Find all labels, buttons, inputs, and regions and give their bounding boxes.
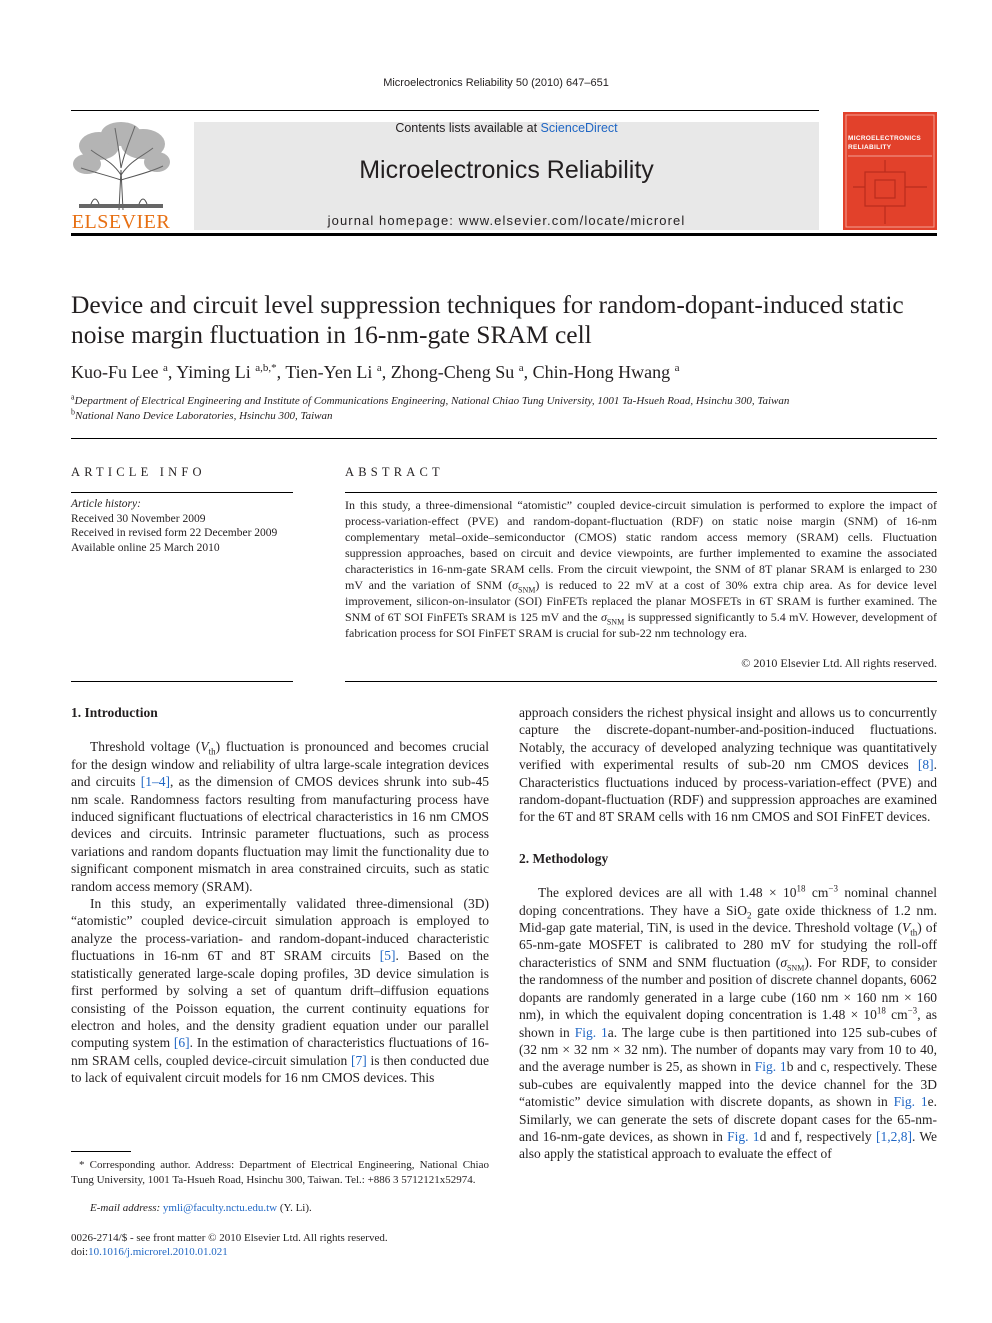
- affiliation-rule: [71, 438, 937, 439]
- header-top-rule: [71, 110, 819, 111]
- left-column: [71, 704, 489, 1087]
- elsevier-wordmark: ELSEVIER: [71, 211, 171, 233]
- online-date: Available online 25 March 2010: [71, 541, 220, 554]
- article-title: Device and circuit level suppression techniques for random-dopant-induced static noise margin fluctuation in 16-nm-gate SRAM cell: [71, 290, 904, 349]
- author: Chin-Hong Hwang $^a$: [532, 362, 680, 382]
- contents-prefix: Contents lists available at: [395, 121, 541, 135]
- history-label: Article history:: [71, 498, 141, 510]
- author: Kuo-Fu Lee $^a$,: [71, 362, 177, 382]
- abstract-text: In this study, a three-dimensional “atomistic” coupled device-circuit simulation is performed to explore the impact of process-variation-effect (PVE) and random-dopant-fluctuation (RDF) on static noise margin (SNM) of 16-nm complementary metal–oxide–semiconductor (CMOS) static random access memory (SRAM) cells. Fluctuation suppression approaches, based on circuit and device viewpoints, are further implemented to examine the associated characteristics in 16-nm-gate SRAM cells. From the circuit viewpoint, the SNM of 8T planar SRAM is enlarged to 230 mV and the variation of SNM $(\sigma_{SNM})$ is reduced to 22 mV at a cost of 30% extra chip area. As for device level improvement, silicon-on-insulator (SOI) FinFETs replaced the planar MOSFETs in 6T SRAM is further examined. The SNM of 6T SOI FinFETs SRAM is 125 mV and the $\sigma_{SNM}$ is suppressed significantly to 5.4 mV. However, development of fabrication process for SOI FinFET SRAM is crucial for sub-22 nm technology era.: [345, 498, 937, 640]
- abstract-copyright: © 2010 Elsevier Ltd. All rights reserved.: [741, 656, 937, 670]
- figure-link[interactable]: Fig. 1: [574, 1024, 608, 1040]
- article-info-rule: [71, 492, 293, 493]
- intro-paragraph-3: approach considers the richest physical insight and allows us to concurrently capture the discrete-dopant-number-and-position-induced fluctuations. Notably, the accuracy of developed analyzing technique was quantitatively verified with experimental results of sub-20 nm CMOS devices [8]. Characteristics fluctuations induced by process-variation-effect (PVE) and random-dopant-fluctuation (RDF) and suppression approaches are examined for the 6T and 8T SRAM cells with 16 nm CMOS and SOI FinFET devices.: [519, 705, 937, 825]
- doi-line: doi:10.1016/j.microrel.2010.01.021: [71, 1246, 228, 1258]
- journal-citation: Microelectronics Reliability 50 (2010) 647–651: [383, 77, 609, 89]
- doi-link[interactable]: 10.1016/j.microrel.2010.01.021: [88, 1246, 228, 1258]
- ref-link[interactable]: [7]: [351, 1052, 367, 1068]
- issn-line: 0026-2714/$ - see front matter © 2010 Elsevier Ltd. All rights reserved.: [71, 1232, 388, 1244]
- author: Zhong-Cheng Su $^a$,: [390, 362, 533, 382]
- footnote-rule: [71, 1151, 131, 1152]
- affiliation-b: $^b$National Nano Device Laboratories, Hsinchu 300, Taiwan: [71, 407, 333, 422]
- author: Tien-Yen Li $^a$,: [285, 362, 391, 382]
- revised-date: Received in revised form 22 December 2009: [71, 527, 278, 539]
- journal-title: Microelectronics Reliability: [359, 156, 654, 184]
- info-bottom-rule: [71, 681, 293, 682]
- ref-link[interactable]: [5]: [379, 948, 396, 964]
- ref-link[interactable]: [1–4]: [140, 774, 170, 790]
- intro-paragraph-1: Threshold voltage $(V_{th})$ fluctuation is pronounced and becomes crucial for the design window and reliability of ultra large-scale integration devices and circuits [1–4], as the dimension of CMOS devices shrunk into sub-45 nm scale. Randomness factors resulting from manufacturing process have induced significant fluctuations of electrical characteristics in 16 nm CMOS devices and circuits. Intrinsic parameter fluctuations, such as process variations and random dopants fluctuation may limit the functionality due to significant component mismatch in area constrained circuits, such as static random access memory (SRAM).: [71, 739, 489, 894]
- contents-available: [194, 121, 819, 135]
- corresponding-author-note: * Corresponding author. Address: Department of Electrical Engineering, National Chiao Tung University, 1001 Ta-Hsueh Road, Hsinchu 300, Taiwan. Tel.: +886 3 5712121x52974.: [71, 1159, 489, 1186]
- methodology-paragraph: The explored devices are all with $1.48 \times 10^{18}$ $cm^{-3}$ nominal channel doping concentrations. They have a SiO$_2$ gate oxide thickness of 1.2 nm. Mid-gap gate material, TiN, is used in the device. Threshold voltage $(V_{th})$ of 65-nm-gate MOSFET is calibrated to 280 mV for studying the roll-off characteristics of SNM and SNM fluctuation $(\sigma_{SNM})$. For RDF, to consider the randomness of the number and position of discrete channel dopants, 6062 dopants are randomly generated in a large cube (160 nm × 160 nm × 160 nm), in which the equivalent doping concentration is $1.48 \times 10^{18}$ $cm^{-3}$, as shown in Fig. 1a. The large cube is then partitioned into 125 sub-cubes of (32 nm × 32 nm × 32 nm). The number of dopants may vary from 10 to 40, and the average number is 25, as shown in Fig. 1b and c, respectively. These sub-cubes are equivalently mapped into the device channel for the 3D “atomistic” device simulation with discrete dopants, as shown in Fig. 1e. Similarly, we can generate the sets of discrete dopant cases for the 65-nm- and 16-nm-gate devices, as shown in Fig. 1d and f, respectively [1,2,8]. We also apply the statistical approach to evaluate the effect of: [519, 883, 938, 1162]
- journal-cover-thumbnail: [843, 112, 937, 230]
- article-info-heading: ARTICLE INFO: [71, 465, 206, 479]
- right-column: [519, 704, 937, 1163]
- sciencedirect-link[interactable]: ScienceDirect: [540, 121, 618, 135]
- intro-paragraph-2: In this study, an experimentally validated three-dimensional (3D) “atomistic” coupled device-circuit simulation approach is employed to analyze the process-variation- and random-dopant-induced characteristic fluctuations in 16-nm 6T and 8T SRAM circuits [5]. Based on the statistically generated large-scale doping profiles, 3D device simulation is first performed by solving a set of quantum drift–diffusion equations consisting of the Poisson equation, the current continuity equations for electron and holes, and the density gradient equation under our parallel computing system [6]. In the estimation of characteristics fluctuations of 16-nm SRAM cells, coupled device-circuit simulation [7] is then conducted due to lack of equivalent circuit models for 16 nm CMOS devices. This: [71, 896, 489, 1086]
- ref-link[interactable]: [6]: [173, 1035, 190, 1051]
- figure-link[interactable]: Fig. 1: [754, 1059, 787, 1075]
- email-note: E-mail address: ymli@faculty.nctu.edu.tw (Y. Li).: [90, 1202, 312, 1214]
- section-methodology-title: 2. Methodology: [519, 850, 609, 866]
- author-list: [71, 362, 937, 383]
- abstract-rule: [345, 492, 937, 493]
- received-date: Received 30 November 2009: [71, 512, 206, 525]
- figure-link[interactable]: Fig. 1: [727, 1128, 760, 1144]
- section-introduction-title: 1. Introduction: [71, 705, 158, 720]
- ref-link[interactable]: [1,2,8]: [875, 1128, 912, 1144]
- figure-link[interactable]: Fig. 1: [893, 1094, 928, 1110]
- journal-homepage[interactable]: journal homepage: www.elsevier.com/locate/microrel: [327, 213, 686, 228]
- email-link[interactable]: ymli@faculty.nctu.edu.tw: [162, 1202, 278, 1214]
- header-bottom-rule: [71, 233, 937, 236]
- ref-link[interactable]: [8]: [917, 757, 934, 773]
- author: Yiming Li $^{a,b,*}$,: [176, 362, 286, 382]
- cover-title: MICROELECTRONICS RELIABILITY: [848, 135, 922, 151]
- affiliation-a: $^a$Department of Electrical Engineering and Institute of Communications Engineering, National Chiao Tung University, 1001 Ta-Hsueh Road, Hsinchu 300, Taiwan: [71, 392, 790, 407]
- article-history: [71, 497, 293, 555]
- abstract-heading: ABSTRACT: [345, 465, 444, 479]
- abstract-bottom-rule: [345, 681, 937, 682]
